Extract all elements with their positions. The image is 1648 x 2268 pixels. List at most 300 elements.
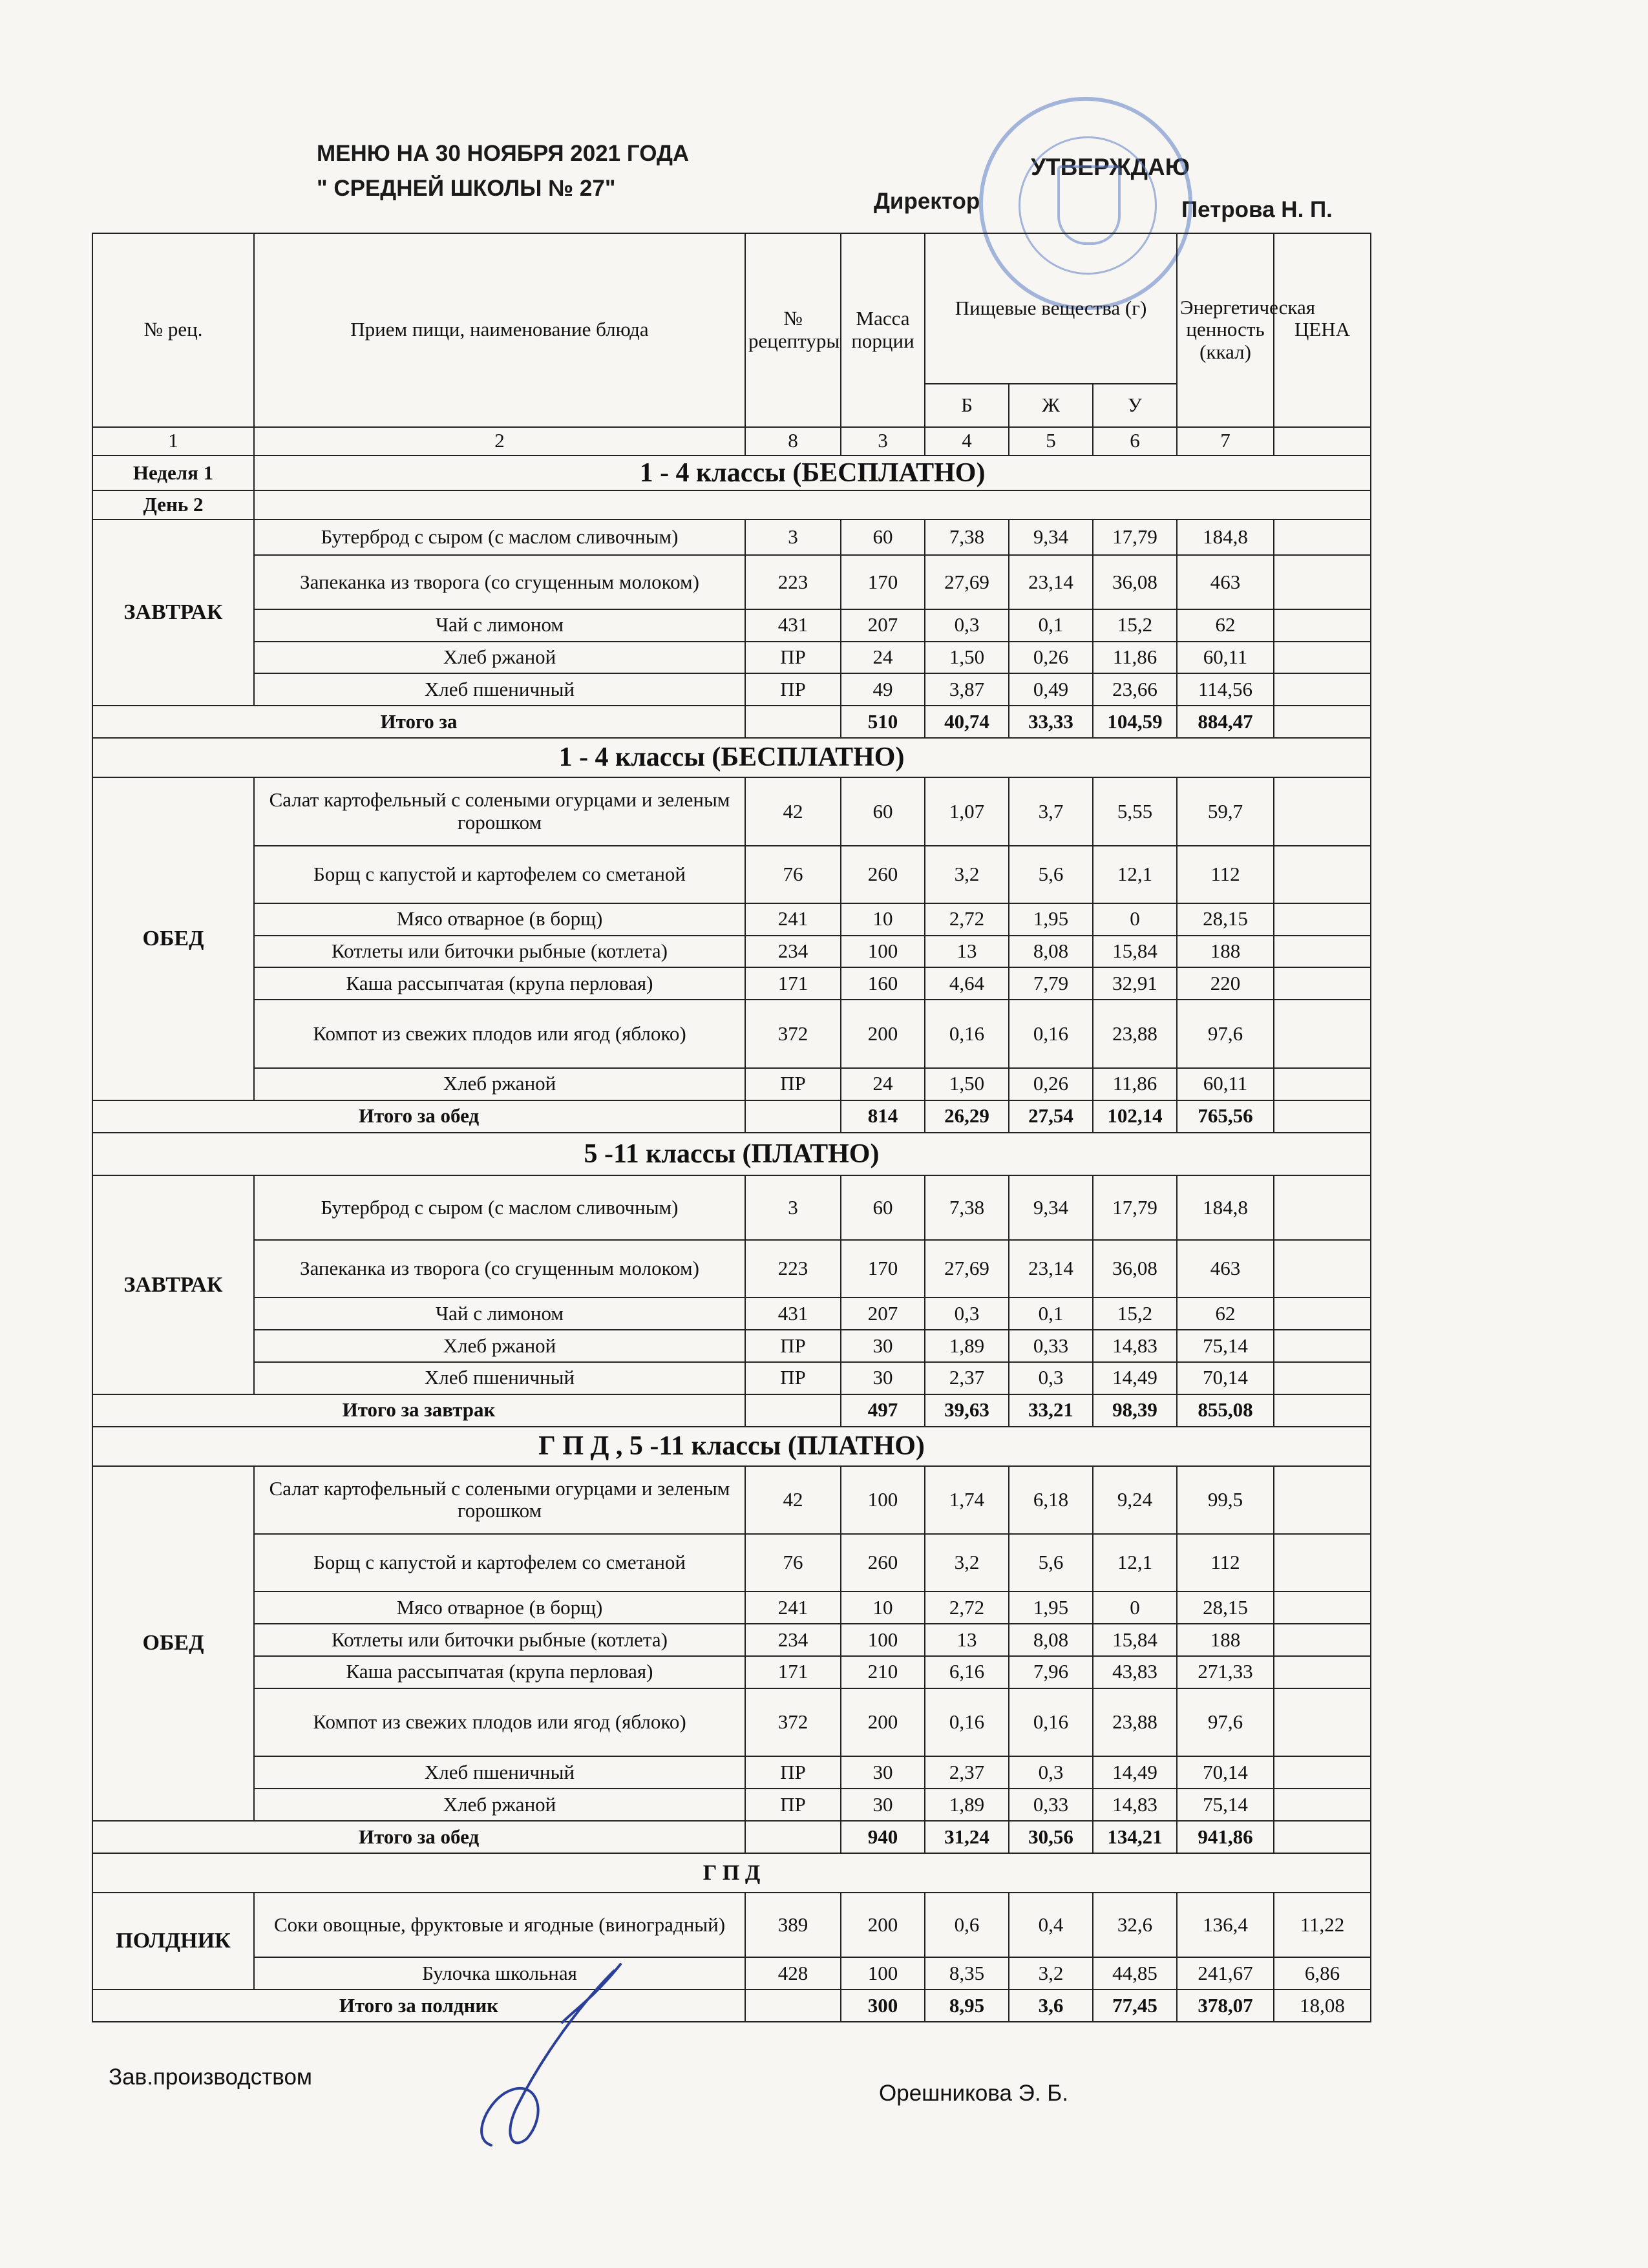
total-mass: 497 — [841, 1394, 925, 1427]
cell-kcal: 28,15 — [1177, 1591, 1274, 1624]
total-b: 26,29 — [925, 1100, 1009, 1133]
total-label: Итого за — [92, 706, 745, 738]
cell-price — [1274, 1297, 1371, 1330]
section-title: 1 - 4 классы (БЕСПЛАТНО) — [254, 456, 1371, 490]
cell-price — [1274, 1068, 1371, 1100]
dish-name: Борщ с капустой и картофелем со сметаной — [254, 846, 745, 903]
dish-name: Салат картофельный с солеными огурцами и зеленым горошком — [254, 777, 745, 845]
cell-zh: 23,14 — [1009, 555, 1093, 609]
cell-price — [1274, 1175, 1371, 1240]
meal-label: ОБЕД — [92, 1466, 254, 1821]
week-label: Неделя 1 — [92, 456, 254, 490]
cell-b: 2,72 — [925, 1591, 1009, 1624]
cell-u: 17,79 — [1093, 1175, 1177, 1240]
cell-rec: ПР — [745, 673, 841, 706]
total-kcal: 941,86 — [1177, 1821, 1274, 1853]
cell-rec: 241 — [745, 1591, 841, 1624]
cell-zh: 0,16 — [1009, 1000, 1093, 1067]
col-b: Б — [925, 384, 1009, 427]
dish-name: Хлеб пшеничный — [254, 1362, 745, 1394]
cell-rec: 3 — [745, 1175, 841, 1240]
dish-name: Булочка школьная — [254, 1957, 745, 1990]
cell-rec: 389 — [745, 1893, 841, 1957]
cell-zh: 0,3 — [1009, 1362, 1093, 1394]
cell-rec: 234 — [745, 1624, 841, 1656]
cell-u: 36,08 — [1093, 1240, 1177, 1297]
cell-zh: 7,79 — [1009, 967, 1093, 1000]
cell-u: 23,88 — [1093, 1688, 1177, 1756]
cell-rec: ПР — [745, 1330, 841, 1362]
cell-zh: 0,33 — [1009, 1330, 1093, 1362]
cell-price: 11,22 — [1274, 1893, 1371, 1957]
table-row — [92, 1688, 1371, 1756]
cell-zh: 0,1 — [1009, 609, 1093, 642]
cell-mass: 30 — [841, 1789, 925, 1821]
cell-price — [1274, 1688, 1371, 1756]
cell-zh: 3,2 — [1009, 1957, 1093, 1990]
cell-mass: 24 — [841, 1068, 925, 1100]
table-row — [92, 936, 1371, 968]
cell-b: 1,74 — [925, 1466, 1009, 1534]
cell-u: 11,86 — [1093, 642, 1177, 674]
total-zh: 27,54 — [1009, 1100, 1093, 1133]
cell-kcal: 28,15 — [1177, 903, 1274, 936]
cell-b: 3,87 — [925, 673, 1009, 706]
table-row — [92, 1624, 1371, 1656]
cell-u: 15,84 — [1093, 936, 1177, 968]
cell-price — [1274, 1240, 1371, 1297]
dish-name: Каша рассыпчатая (крупа перловая) — [254, 967, 745, 1000]
total-u: 98,39 — [1093, 1394, 1177, 1427]
section-title: Г П Д , 5 -11 классы (ПЛАТНО) — [92, 1427, 1371, 1466]
total-row — [92, 706, 1371, 738]
cell-u: 15,2 — [1093, 609, 1177, 642]
col-num: 4 — [925, 427, 1009, 456]
cell-rec: 241 — [745, 903, 841, 936]
cell-rec: ПР — [745, 1068, 841, 1100]
cell-zh: 0,3 — [1009, 1756, 1093, 1789]
cell-price — [1274, 903, 1371, 936]
cell-zh: 8,08 — [1009, 936, 1093, 968]
total-price: 18,08 — [1274, 1990, 1371, 2022]
section-title: 1 - 4 классы (БЕСПЛАТНО) — [92, 738, 1371, 777]
cell-kcal: 220 — [1177, 967, 1274, 1000]
cell-u: 36,08 — [1093, 555, 1177, 609]
cell-b: 2,72 — [925, 903, 1009, 936]
cell-mass: 100 — [841, 1466, 925, 1534]
cell-zh: 7,96 — [1009, 1656, 1093, 1688]
cell-price — [1274, 846, 1371, 903]
cell-kcal: 75,14 — [1177, 1789, 1274, 1821]
cell-b: 1,89 — [925, 1789, 1009, 1821]
cell-price — [1274, 936, 1371, 968]
table-row — [92, 642, 1371, 674]
table-row — [92, 1297, 1371, 1330]
cell-mass: 100 — [841, 1624, 925, 1656]
cell-b: 1,07 — [925, 777, 1009, 845]
cell-kcal: 97,6 — [1177, 1688, 1274, 1756]
cell-mass: 207 — [841, 1297, 925, 1330]
table-row — [92, 777, 1371, 845]
cell-mass: 210 — [841, 1656, 925, 1688]
cell-b: 1,50 — [925, 642, 1009, 674]
cell-rec: ПР — [745, 642, 841, 674]
total-b: 39,63 — [925, 1394, 1009, 1427]
table-row — [92, 1789, 1371, 1821]
cell-price — [1274, 1591, 1371, 1624]
cell-mass: 30 — [841, 1362, 925, 1394]
cell-price — [1274, 967, 1371, 1000]
cell-b: 27,69 — [925, 555, 1009, 609]
cell-u: 11,86 — [1093, 1068, 1177, 1100]
cell-mass: 10 — [841, 1591, 925, 1624]
cell-rec: 42 — [745, 777, 841, 845]
cell-price — [1274, 1466, 1371, 1534]
cell-price — [1274, 673, 1371, 706]
cell-price — [1274, 777, 1371, 845]
cell-zh: 6,18 — [1009, 1466, 1093, 1534]
footer-name: Орешникова Э. Б. — [879, 2081, 1068, 2106]
total-row — [92, 1394, 1371, 1427]
col-num: 8 — [745, 427, 841, 456]
cell-u: 14,49 — [1093, 1756, 1177, 1789]
col-rec-no: № рец. — [92, 233, 254, 427]
cell-kcal: 188 — [1177, 1624, 1274, 1656]
cell-price — [1274, 1330, 1371, 1362]
cell-u: 17,79 — [1093, 520, 1177, 555]
cell-u: 15,2 — [1093, 1297, 1177, 1330]
cell-rec: ПР — [745, 1789, 841, 1821]
col-portion: Масса порции — [841, 233, 925, 427]
section-title: Г П Д — [92, 1853, 1371, 1893]
col-dish: Прием пищи, наименование блюда — [254, 233, 745, 427]
school-name: " СРЕДНЕЙ ШКОЛЫ № 27" — [317, 176, 616, 201]
dish-name: Хлеб ржаной — [254, 1330, 745, 1362]
cell-u: 12,1 — [1093, 1534, 1177, 1591]
cell-price — [1274, 1362, 1371, 1394]
cell-u: 23,66 — [1093, 673, 1177, 706]
cell-b: 0,3 — [925, 609, 1009, 642]
total-b: 40,74 — [925, 706, 1009, 738]
dish-name: Мясо отварное (в борщ) — [254, 1591, 745, 1624]
cell-rec: 428 — [745, 1957, 841, 1990]
cell-zh: 9,34 — [1009, 1175, 1093, 1240]
dish-name: Салат картофельный с солеными огурцами и зеленым горошком — [254, 1466, 745, 1534]
cell-kcal: 463 — [1177, 555, 1274, 609]
table-row — [92, 1466, 1371, 1534]
cell-price — [1274, 1756, 1371, 1789]
col-num: 1 — [92, 427, 254, 456]
total-zh: 3,6 — [1009, 1990, 1093, 2022]
cell-u: 32,6 — [1093, 1893, 1177, 1957]
cell-kcal: 59,7 — [1177, 777, 1274, 845]
dish-name: Компот из свежих плодов или ягод (яблоко) — [254, 1688, 745, 1756]
cell-mass: 200 — [841, 1893, 925, 1957]
col-recipe-no: № рецептуры — [745, 233, 841, 427]
col-u: У — [1093, 384, 1177, 427]
cell-b: 1,50 — [925, 1068, 1009, 1100]
cell-b: 2,37 — [925, 1362, 1009, 1394]
cell-b: 6,16 — [925, 1656, 1009, 1688]
dish-name: Запеканка из творога (со сгущенным молоком) — [254, 1240, 745, 1297]
cell-price — [1274, 1624, 1371, 1656]
table-row — [92, 1330, 1371, 1362]
table-row — [92, 1000, 1371, 1067]
cell-b: 13 — [925, 936, 1009, 968]
col-zh: Ж — [1009, 384, 1093, 427]
cell-u: 14,83 — [1093, 1789, 1177, 1821]
cell-u: 0 — [1093, 903, 1177, 936]
table-row — [92, 1957, 1371, 1990]
empty-cell — [745, 1990, 841, 2022]
day-label: День 2 — [92, 490, 254, 519]
dish-name: Соки овощные, фруктовые и ягодные (виноградный) — [254, 1893, 745, 1957]
cell-kcal: 62 — [1177, 609, 1274, 642]
dish-name: Котлеты или биточки рыбные (котлета) — [254, 1624, 745, 1656]
cell-b: 8,35 — [925, 1957, 1009, 1990]
col-nutrients: Пищевые вещества (г) — [925, 233, 1177, 384]
cell-u: 0 — [1093, 1591, 1177, 1624]
cell-rec: 223 — [745, 1240, 841, 1297]
cell-price — [1274, 555, 1371, 609]
cell-b: 3,2 — [925, 846, 1009, 903]
total-label: Итого за завтрак — [92, 1394, 745, 1427]
cell-rec: 76 — [745, 1534, 841, 1591]
cell-kcal: 114,56 — [1177, 673, 1274, 706]
dish-name: Чай с лимоном — [254, 1297, 745, 1330]
cell-mass: 260 — [841, 846, 925, 903]
cell-rec: 234 — [745, 936, 841, 968]
table-row — [92, 609, 1371, 642]
cell-kcal: 99,5 — [1177, 1466, 1274, 1534]
dish-name: Чай с лимоном — [254, 609, 745, 642]
col-num: 6 — [1093, 427, 1177, 456]
cell-rec: 171 — [745, 1656, 841, 1688]
col-num: 2 — [254, 427, 745, 456]
cell-mass: 260 — [841, 1534, 925, 1591]
cell-mass: 10 — [841, 903, 925, 936]
cell-zh: 1,95 — [1009, 903, 1093, 936]
cell-zh: 0,1 — [1009, 1297, 1093, 1330]
total-kcal: 765,56 — [1177, 1100, 1274, 1133]
empty-cell — [745, 706, 841, 738]
col-num — [1274, 427, 1371, 456]
empty-cell — [745, 1100, 841, 1133]
cell-mass: 49 — [841, 673, 925, 706]
cell-zh: 23,14 — [1009, 1240, 1093, 1297]
meal-label: ЗАВТРАК — [92, 520, 254, 706]
cell-rec: 42 — [745, 1466, 841, 1534]
cell-b: 4,64 — [925, 967, 1009, 1000]
cell-rec: 171 — [745, 967, 841, 1000]
dish-name: Хлеб ржаной — [254, 642, 745, 674]
total-zh: 30,56 — [1009, 1821, 1093, 1853]
cell-rec: 372 — [745, 1000, 841, 1067]
cell-kcal: 70,14 — [1177, 1362, 1274, 1394]
cell-u: 9,24 — [1093, 1466, 1177, 1534]
cell-price — [1274, 1656, 1371, 1688]
cell-kcal: 112 — [1177, 846, 1274, 903]
total-price — [1274, 1100, 1371, 1133]
cell-kcal: 136,4 — [1177, 1893, 1274, 1957]
cell-b: 0,6 — [925, 1893, 1009, 1957]
total-zh: 33,33 — [1009, 706, 1093, 738]
dish-name: Хлеб ржаной — [254, 1068, 745, 1100]
cell-zh: 5,6 — [1009, 846, 1093, 903]
cell-zh: 0,26 — [1009, 1068, 1093, 1100]
cell-mass: 60 — [841, 520, 925, 555]
cell-kcal: 184,8 — [1177, 520, 1274, 555]
cell-price — [1274, 609, 1371, 642]
director-label: Директор — [874, 189, 980, 214]
total-row — [92, 1821, 1371, 1853]
cell-zh: 0,49 — [1009, 673, 1093, 706]
total-mass: 510 — [841, 706, 925, 738]
section-title: 5 -11 классы (ПЛАТНО) — [92, 1133, 1371, 1176]
table-row — [92, 1362, 1371, 1394]
table-row — [92, 555, 1371, 609]
table-row — [92, 673, 1371, 706]
cell-kcal: 60,11 — [1177, 642, 1274, 674]
total-mass: 814 — [841, 1100, 925, 1133]
table-row — [92, 1175, 1371, 1240]
cell-b: 3,2 — [925, 1534, 1009, 1591]
col-num: 3 — [841, 427, 925, 456]
cell-kcal: 62 — [1177, 1297, 1274, 1330]
total-label: Итого за полдник — [92, 1990, 745, 2022]
cell-zh: 3,7 — [1009, 777, 1093, 845]
cell-rec: 76 — [745, 846, 841, 903]
cell-mass: 30 — [841, 1330, 925, 1362]
col-price: ЦЕНА — [1274, 233, 1371, 427]
cell-kcal: 60,11 — [1177, 1068, 1274, 1100]
cell-mass: 24 — [841, 642, 925, 674]
cell-zh: 8,08 — [1009, 1624, 1093, 1656]
dish-name: Компот из свежих плодов или ягод (яблоко) — [254, 1000, 745, 1067]
cell-b: 0,16 — [925, 1000, 1009, 1067]
table-row — [92, 1591, 1371, 1624]
dish-name: Каша рассыпчатая (крупа перловая) — [254, 1656, 745, 1688]
cell-rec: ПР — [745, 1756, 841, 1789]
table-row — [92, 903, 1371, 936]
cell-price — [1274, 520, 1371, 555]
cell-mass: 100 — [841, 1957, 925, 1990]
cell-kcal: 271,33 — [1177, 1656, 1274, 1688]
dish-name: Мясо отварное (в борщ) — [254, 903, 745, 936]
total-u: 134,21 — [1093, 1821, 1177, 1853]
cell-price: 6,86 — [1274, 1957, 1371, 1990]
col-num: 7 — [1177, 427, 1274, 456]
cell-u: 43,83 — [1093, 1656, 1177, 1688]
meal-label: ПОЛДНИК — [92, 1893, 254, 1990]
cell-zh: 0,4 — [1009, 1893, 1093, 1957]
cell-price — [1274, 1000, 1371, 1067]
total-kcal: 884,47 — [1177, 706, 1274, 738]
menu-table — [92, 233, 1371, 2022]
cell-mass: 60 — [841, 777, 925, 845]
cell-b: 0,3 — [925, 1297, 1009, 1330]
cell-kcal: 184,8 — [1177, 1175, 1274, 1240]
col-num: 5 — [1009, 427, 1093, 456]
cell-b: 1,89 — [925, 1330, 1009, 1362]
cell-rec: 3 — [745, 520, 841, 555]
cell-price — [1274, 1534, 1371, 1591]
footer-position: Зав.производством — [109, 2064, 312, 2090]
cell-mass: 30 — [841, 1756, 925, 1789]
cell-price — [1274, 642, 1371, 674]
cell-zh: 0,16 — [1009, 1688, 1093, 1756]
col-energy: Энергетическая ценность (ккал) — [1177, 233, 1274, 427]
cell-mass: 207 — [841, 609, 925, 642]
cell-kcal: 70,14 — [1177, 1756, 1274, 1789]
dish-name: Хлеб пшеничный — [254, 673, 745, 706]
cell-kcal: 97,6 — [1177, 1000, 1274, 1067]
cell-zh: 9,34 — [1009, 520, 1093, 555]
total-mass: 940 — [841, 1821, 925, 1853]
total-b: 8,95 — [925, 1990, 1009, 2022]
cell-kcal: 75,14 — [1177, 1330, 1274, 1362]
dish-name: Борщ с капустой и картофелем со сметаной — [254, 1534, 745, 1591]
cell-b: 7,38 — [925, 520, 1009, 555]
cell-b: 13 — [925, 1624, 1009, 1656]
cell-b: 7,38 — [925, 1175, 1009, 1240]
dish-name: Хлеб ржаной — [254, 1789, 745, 1821]
total-b: 31,24 — [925, 1821, 1009, 1853]
dish-name: Запеканка из творога (со сгущенным молоком) — [254, 555, 745, 609]
total-u: 104,59 — [1093, 706, 1177, 738]
cell-rec: ПР — [745, 1362, 841, 1394]
empty-cell — [745, 1394, 841, 1427]
total-mass: 300 — [841, 1990, 925, 2022]
meal-label: ЗАВТРАК — [92, 1175, 254, 1394]
cell-mass: 200 — [841, 1688, 925, 1756]
cell-rec: 223 — [745, 555, 841, 609]
cell-u: 5,55 — [1093, 777, 1177, 845]
table-row — [92, 1534, 1371, 1591]
cell-u: 12,1 — [1093, 846, 1177, 903]
cell-b: 27,69 — [925, 1240, 1009, 1297]
table-row — [92, 1068, 1371, 1100]
total-kcal: 378,07 — [1177, 1990, 1274, 2022]
cell-price — [1274, 1789, 1371, 1821]
cell-u: 14,49 — [1093, 1362, 1177, 1394]
cell-zh: 0,26 — [1009, 642, 1093, 674]
total-zh: 33,21 — [1009, 1394, 1093, 1427]
table-row — [92, 1240, 1371, 1297]
total-price — [1274, 706, 1371, 738]
cell-kcal: 241,67 — [1177, 1957, 1274, 1990]
cell-u: 14,83 — [1093, 1330, 1177, 1362]
cell-rec: 431 — [745, 609, 841, 642]
dish-name: Котлеты или биточки рыбные (котлета) — [254, 936, 745, 968]
empty-cell — [745, 1821, 841, 1853]
cell-kcal: 188 — [1177, 936, 1274, 968]
table-row — [92, 846, 1371, 903]
total-price — [1274, 1394, 1371, 1427]
cell-zh: 5,6 — [1009, 1534, 1093, 1591]
total-u: 77,45 — [1093, 1990, 1177, 2022]
cell-u: 15,84 — [1093, 1624, 1177, 1656]
cell-mass: 170 — [841, 555, 925, 609]
cell-rec: 372 — [745, 1688, 841, 1756]
cell-mass: 100 — [841, 936, 925, 968]
total-label: Итого за обед — [92, 1821, 745, 1853]
handwritten-signature — [465, 1945, 659, 2158]
table-row — [92, 1656, 1371, 1688]
cell-rec: 431 — [745, 1297, 841, 1330]
cell-b: 2,37 — [925, 1756, 1009, 1789]
total-price — [1274, 1821, 1371, 1853]
